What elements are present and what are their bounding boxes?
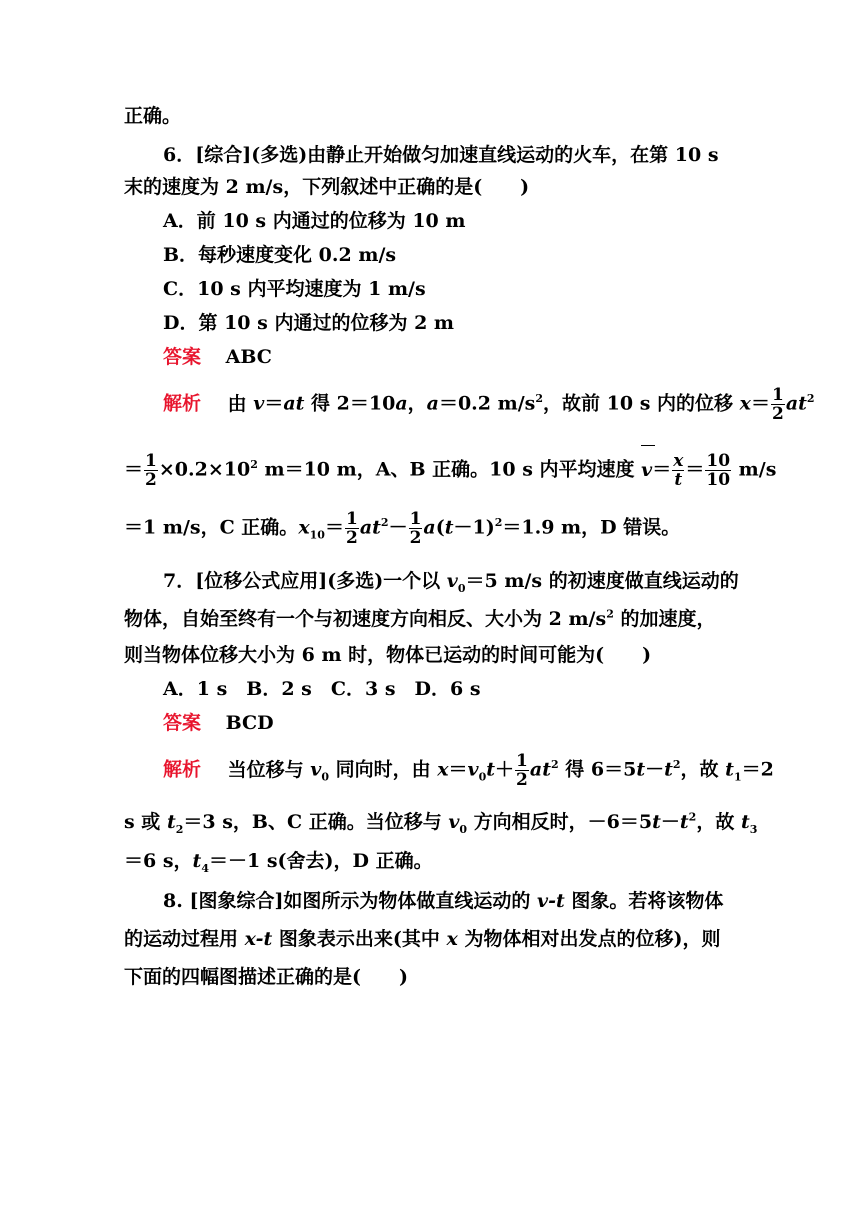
text: ＝2 (741, 758, 774, 781)
math-var: at (529, 758, 551, 781)
superscript: 2 (380, 516, 389, 530)
text: s 或 (124, 811, 167, 833)
text: 正确。 (124, 105, 182, 127)
numerator: 10 (706, 451, 731, 471)
text: ，故 (680, 758, 726, 781)
option-c (163, 274, 426, 304)
numerator: 1 (345, 509, 358, 529)
text: C．10 s 内平均速度为 1 m/s (163, 278, 426, 300)
analysis-line-2 (124, 452, 776, 489)
math-var: t (652, 811, 661, 833)
fraction (345, 510, 359, 547)
math-var: v (310, 758, 322, 781)
text: ＝ (652, 458, 672, 481)
text: ＝1 m/s，C 正确。 (124, 516, 299, 539)
text: 8. [图象综合]如图所示为物体做直线运动的 (163, 890, 538, 912)
answer-line (163, 708, 274, 738)
subscript: 1 (733, 770, 742, 784)
text: 方向相反时，－6＝5 (467, 811, 653, 833)
numerator: 1 (771, 385, 784, 405)
math-var: v (448, 811, 460, 833)
question-6-stem-cont (124, 172, 529, 202)
math-var: x (739, 392, 751, 415)
math-var: t (166, 811, 176, 833)
text: ＝ (264, 392, 284, 415)
text: 的加速度， (613, 608, 716, 630)
text: ＝ (448, 758, 468, 781)
text: ，故前 10 s 内的位移 (543, 392, 740, 415)
text: D．第 10 s 内通过的位移为 2 m (163, 312, 455, 334)
question-8-stem-cont (124, 962, 408, 992)
text: B．每秒速度变化 0.2 m/s (163, 244, 397, 266)
superscript: 2 (672, 758, 681, 772)
option-a (163, 206, 466, 236)
math-var: x (298, 516, 310, 539)
question-7-options (163, 674, 481, 704)
question-7-stem (163, 566, 739, 596)
question-7-stem-cont (124, 604, 715, 634)
text: ＝ (324, 516, 344, 539)
text: 图象。若将该物体 (564, 890, 724, 912)
subscript: 2 (175, 822, 184, 836)
numerator: 1 (409, 509, 422, 529)
text: 的运动过程用 (124, 928, 245, 950)
text: ×0.2×10 (158, 458, 251, 481)
math-var: a (423, 516, 436, 539)
question-6-stem (163, 140, 719, 170)
analysis-label: 解析 (163, 392, 202, 415)
text: －1) (453, 516, 495, 539)
mean-velocity-symbol: v (641, 455, 652, 485)
text: ＝ (124, 458, 144, 481)
analysis-line-3 (124, 510, 680, 547)
fraction (409, 510, 423, 547)
text: 7．[位移公式应用](多选)一个以 (163, 570, 447, 592)
subscript: 0 (321, 770, 329, 784)
text: A．前 10 s 内通过的位移为 10 m (163, 210, 466, 232)
math-var: t (740, 811, 750, 833)
text: 得 6＝5 (558, 758, 637, 781)
subscript: 10 (309, 528, 325, 542)
math-var: a (395, 392, 408, 415)
numerator: x (673, 451, 684, 471)
text: ，故 (696, 811, 741, 833)
numerator: 1 (145, 451, 157, 471)
math-var: t (679, 811, 689, 833)
text: ＋ (495, 758, 515, 781)
math-var: at (283, 392, 305, 415)
text: ＝3 s，B、C 正确。当位移与 (183, 811, 449, 833)
superscript: 2 (494, 516, 503, 530)
text: 下面的四幅图描述正确的是( ) (124, 966, 408, 988)
analysis-line-2 (124, 807, 757, 837)
question-8-stem (163, 886, 723, 916)
text: 当位移与 (227, 758, 311, 781)
text: 得 2＝10 (304, 392, 396, 415)
math-var: v (253, 392, 265, 415)
text: － (645, 758, 665, 781)
text: 为物体相对出发点的位移)，则 (457, 928, 721, 950)
math-var: t (444, 516, 454, 539)
text: 6．[综合](多选)由静止开始做匀加速直线运动的火车，在第 10 s (163, 144, 719, 166)
analysis-label: 解析 (163, 758, 202, 781)
denominator: 2 (409, 528, 422, 548)
answer-label: 答案 (163, 712, 202, 734)
subscript: 0 (459, 822, 468, 836)
fraction (672, 452, 684, 489)
text: 由 (227, 392, 254, 415)
answer-label: 答案 (163, 346, 202, 368)
superscript: 2 (806, 392, 815, 406)
text: ， (407, 392, 427, 415)
math-var: x-t (244, 928, 273, 950)
analysis-line-1 (163, 752, 774, 789)
numerator: 1 (516, 751, 528, 771)
math-var: t (486, 758, 496, 781)
superscript: 2 (688, 810, 697, 824)
superscript: 2 (550, 758, 559, 772)
text: ＝0.2 m/s (438, 392, 536, 415)
text: ＝6 s， (124, 850, 193, 872)
text: ＝1.9 m，D 错误。 (502, 516, 681, 539)
question-7-stem-cont (124, 640, 651, 670)
math-var: x (446, 928, 458, 950)
text-line (124, 101, 181, 131)
math-var: t (636, 758, 646, 781)
math-var: v (467, 758, 479, 781)
denominator: 2 (145, 470, 157, 490)
subscript: 0 (457, 581, 466, 595)
text: A．1 s B．2 s C．3 s D．6 s (163, 678, 481, 700)
analysis-line-1 (163, 386, 815, 423)
text: m/s (732, 458, 777, 481)
denominator: 10 (706, 470, 731, 490)
text: ＝5 m/s 的初速度做直线运动的 (465, 570, 739, 592)
text: 图象表示出来(其中 (272, 928, 447, 950)
text: － (388, 516, 408, 539)
denominator: 2 (771, 404, 784, 424)
answer-value: BCD (225, 712, 274, 734)
math-var: v (446, 570, 458, 592)
subscript: 3 (749, 822, 758, 836)
math-var: at (785, 392, 807, 415)
text: 末的速度为 2 m/s，下列叙述中正确的是( ) (124, 176, 530, 198)
text: 物体，自始至终有一个与初速度方向相反、大小为 2 m/s (124, 608, 607, 630)
subscript: 4 (201, 861, 209, 875)
math-var: t (192, 850, 202, 872)
fraction (515, 752, 529, 789)
text: 则当物体位移大小为 6 m 时，物体已运动的时间可能为( ) (124, 644, 652, 666)
text: 同向时，由 (328, 758, 438, 781)
math-var: x (437, 758, 449, 781)
superscript: 2 (606, 607, 614, 621)
superscript: 2 (535, 392, 544, 406)
math-var: a (426, 392, 439, 415)
option-b (163, 240, 396, 270)
text: ＝－1 s(舍去)，D 正确。 (208, 850, 433, 872)
superscript: 2 (250, 458, 258, 472)
denominator: 2 (345, 528, 358, 548)
subscript: 0 (478, 770, 487, 784)
math-var: v-t (537, 890, 565, 912)
text: ＝ (750, 392, 770, 415)
answer-line (163, 342, 272, 372)
text: ( (435, 516, 445, 539)
denominator: t (674, 470, 683, 490)
answer-value: ABC (225, 346, 272, 368)
fraction (144, 452, 158, 489)
option-d (163, 308, 454, 338)
text: ＝ (685, 458, 705, 481)
text: － (660, 811, 680, 833)
analysis-line-3 (124, 846, 433, 876)
fraction (705, 452, 731, 489)
math-var: at (359, 516, 381, 539)
fraction (771, 386, 785, 423)
text: m＝10 m，A、B 正确。10 s 内平均速度 (257, 458, 642, 481)
denominator: 2 (516, 770, 528, 790)
math-var: t (725, 758, 734, 781)
question-8-stem-cont (124, 924, 720, 954)
math-var: t (664, 758, 673, 781)
